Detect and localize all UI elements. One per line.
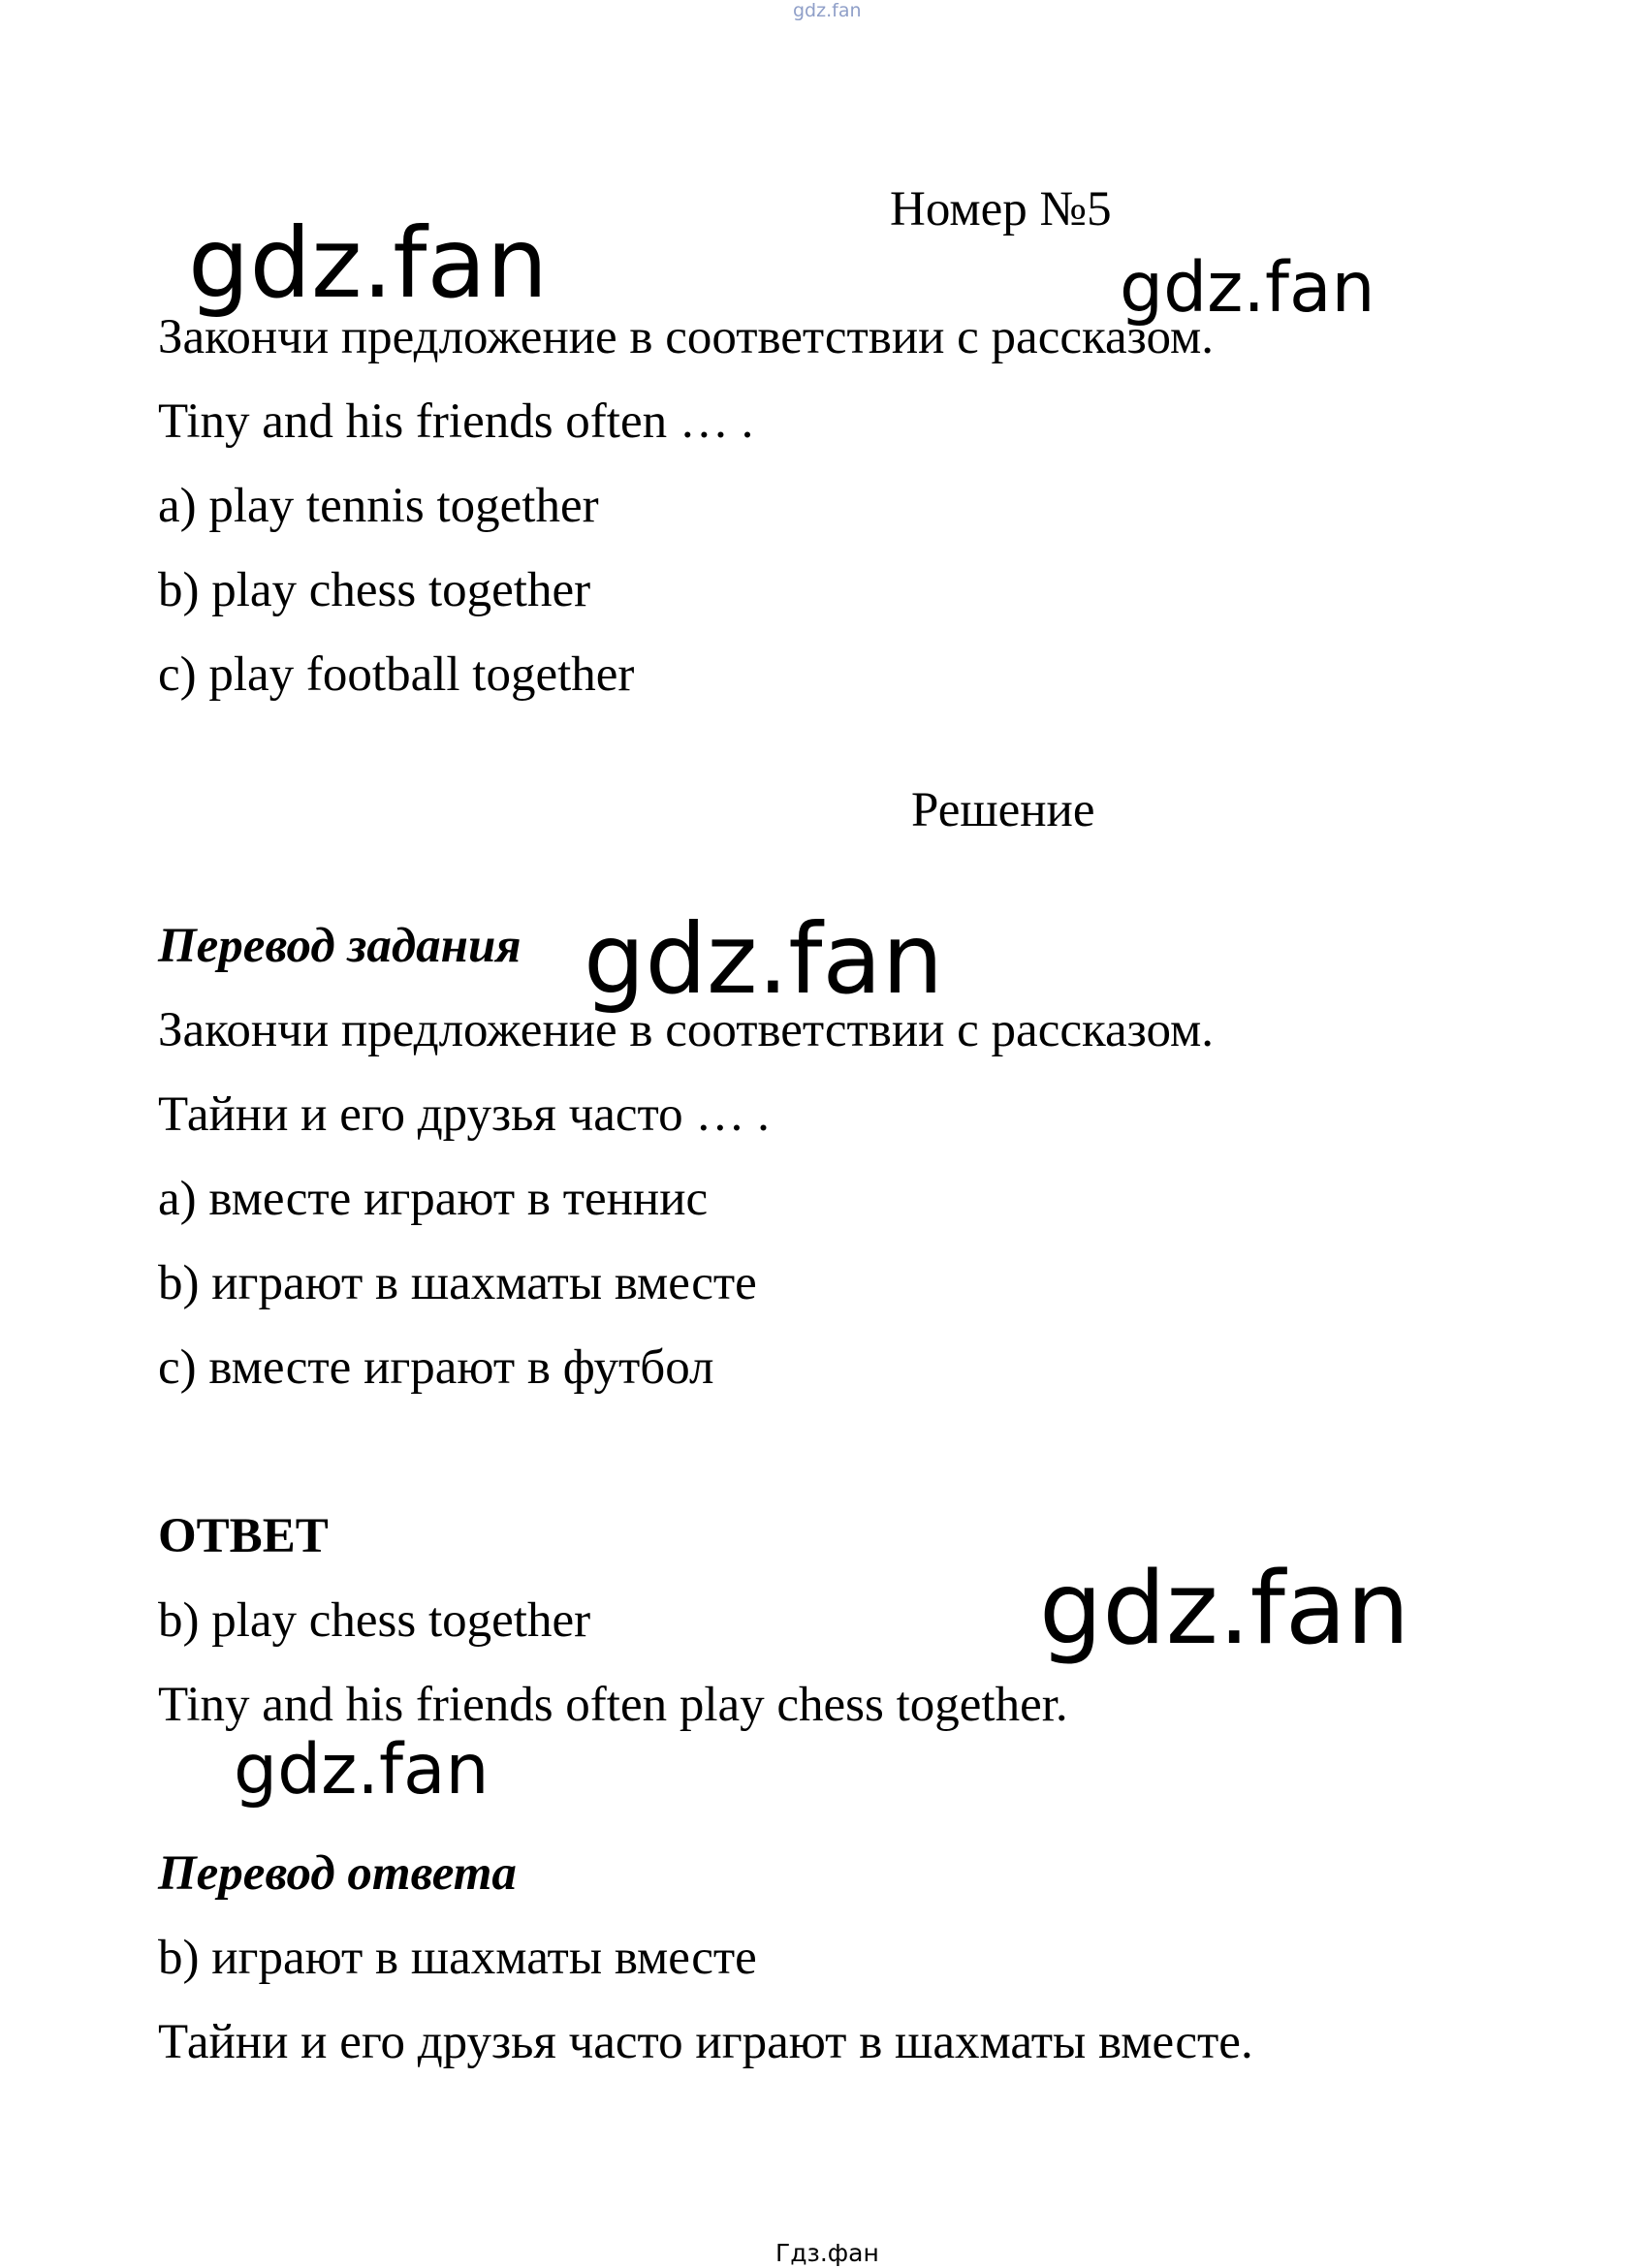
answer-translation-sentence: Тайни и его друзья часто играют в шахматы вместе. — [158, 2015, 1253, 2069]
translation-option-b: b) играют в шахматы вместе — [158, 1256, 757, 1310]
task-option-b: b) play chess together — [158, 563, 591, 617]
answer-option: b) play chess together — [158, 1593, 591, 1648]
watermark: gdz.fan — [188, 206, 549, 320]
answer-translation-option: b) играют в шахматы вместе — [158, 1931, 757, 1985]
answer-heading: ОТВЕТ — [158, 1509, 329, 1563]
top-watermark: gdz.fan — [793, 0, 862, 21]
task-option-a: a) play tennis together — [158, 479, 599, 533]
watermark: gdz.fan — [1120, 247, 1375, 328]
footer-text: Гдз.фан — [775, 2239, 879, 2267]
translation-instruction: Закончи предложение в соответствии с рассказом. — [158, 1003, 1215, 1057]
answer-translation-heading: Перевод ответа — [158, 1846, 517, 1901]
translation-option-c: с) вместе играют в футбол — [158, 1340, 714, 1395]
translation-heading: Перевод задания — [158, 919, 522, 973]
translation-option-a: а) вместе играют в теннис — [158, 1172, 709, 1226]
task-sentence: Tiny and his friends often … . — [158, 394, 754, 449]
solution-heading: Решение — [911, 783, 1095, 837]
task-instruction: Закончи предложение в соответствии с рассказом. — [158, 310, 1215, 364]
translation-sentence: Тайни и его друзья часто … . — [158, 1087, 770, 1142]
watermark: gdz.fan — [234, 1729, 490, 1810]
exercise-number: Номер №5 — [890, 182, 1112, 236]
task-option-c: c) play football together — [158, 647, 635, 702]
answer-sentence: Tiny and his friends often play chess together. — [158, 1678, 1068, 1732]
watermark: gdz.fan — [1039, 1551, 1410, 1667]
watermark: gdz.fan — [584, 902, 944, 1016]
